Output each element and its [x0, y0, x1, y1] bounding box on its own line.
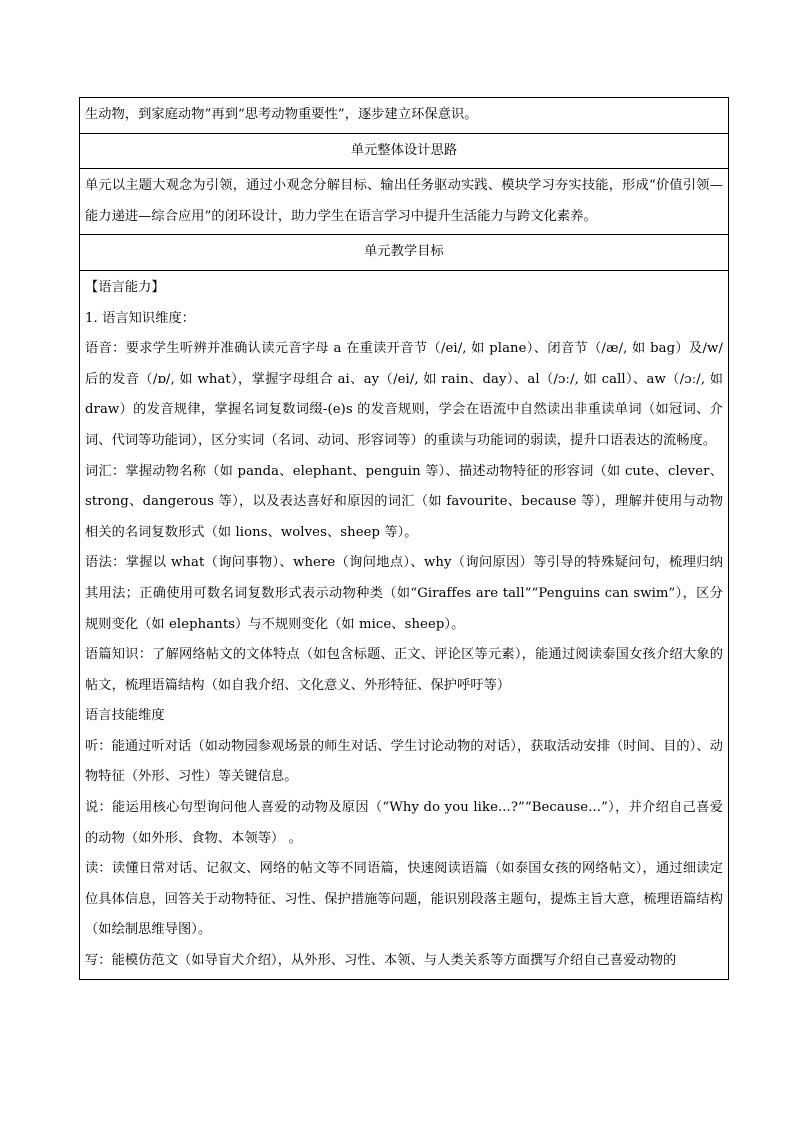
- table-row: [80, 234, 728, 270]
- cell-continued-text: 生动物，到家庭动物”再到“思考动物重要性”，逐步建立环保意识。: [85, 107, 478, 122]
- table-row: [80, 133, 728, 169]
- goal-vocabulary: 词汇：掌握动物名称（如 panda、elephant、penguin 等）、描述动物特征的形容词（如 cute、clever、strong、dangerous 等），以及表达喜好和原因的词汇（如 favourite、because 等），理解并使用与动物相关的名词复数形式（如 lions、wolves、sheep 等）。: [85, 463, 723, 540]
- cell-goals: [80, 271, 728, 979]
- goal-item: 1. 语言知识维度：: [85, 310, 196, 326]
- goal-phonetics: 语音：要求学生听辨并准确认读元音字母 a 在重读开音节（/ei/, 如 plane）、闭音节（/æ/, 如 bag）及/w/后的发音（/ɒ/, 如 what），掌握字母组合 ai、ay（/ei/, 如 rain、day）、al（/ɔː/, 如 call）、aw（/ɔː/, 如 draw）的发音规律，掌握名词复数词缀-(e)s 的发音规则，学会在语流中自然读出非重读单词（如冠词、介词、代词等功能词），区分实词（名词、动词、形容词等）的重读与功能词的弱读，提升口语表达的流畅度。: [85, 341, 723, 448]
- table-row: [80, 270, 728, 980]
- table-row: [80, 97, 728, 133]
- goal-writing: 写：能模仿范文（如导盲犬介绍），从外形、习性、本领、与人类关系等方面撰写介绍自己喜爱动物的: [85, 953, 677, 969]
- goal-skills-title: 语言技能维度: [85, 708, 165, 724]
- heading-unit-goals: 单元教学目标: [364, 244, 444, 260]
- heading-unit-design: 单元整体设计思路: [350, 142, 458, 158]
- table-row: [80, 168, 728, 234]
- lesson-plan-table: [79, 97, 729, 980]
- goal-reading: 读：读懂日常对话、记叙文、网络的帖文等不同语篇，快速阅读语篇（如泰国女孩的网络帖文），通过细读定位具体信息，回答关于动物特征、习性、保护措施等问题，能识别段落主题句，提炼主旨大意，梳理语篇结构（如绘制思维导图）。: [85, 861, 723, 938]
- design-paragraph: 单元以主题大观念为引领，通过小观念分解目标、输出任务驱动实践、模块学习夯实技能，形成“价值引领—能力递进—综合应用”的闭环设计，助力学生在语言学习中提升生活能力与跨文化素养。: [85, 178, 723, 224]
- goal-section-title: 【语言能力】: [85, 279, 165, 295]
- goal-discourse: 语篇知识：了解网络帖文的文体特点（如包含标题、正文、评论区等元素），能通过阅读泰国女孩介绍大象的帖文，梳理语篇结构（如自我介绍、文化意义、外形特征、保护呼吁等）: [85, 647, 723, 693]
- cell-design-text: [80, 169, 728, 234]
- goal-speaking: 说：能运用核心句型询问他人喜爱的动物及原因（“Why do you like...?”“Because...”），并介绍自己喜爱的动物（如外形、食物、本领等） 。: [85, 800, 723, 846]
- goal-listening: 听：能通过听对话（如动物园参观场景的师生对话、学生讨论动物的对话），获取活动安排（时间、目的）、动物特征（外形、习性）等关键信息。: [85, 738, 723, 785]
- goal-grammar: 语法：掌握以 what（询问事物）、where（询问地点）、why（询问原因）等引导的特殊疑问句，梳理归纳其用法；正确使用可数名词复数形式表示动物种类（如“Giraffes are tall”“Penguins can swim”），区分规则变化（如 elephants）与不规则变化（如 mice、sheep）。: [85, 555, 723, 632]
